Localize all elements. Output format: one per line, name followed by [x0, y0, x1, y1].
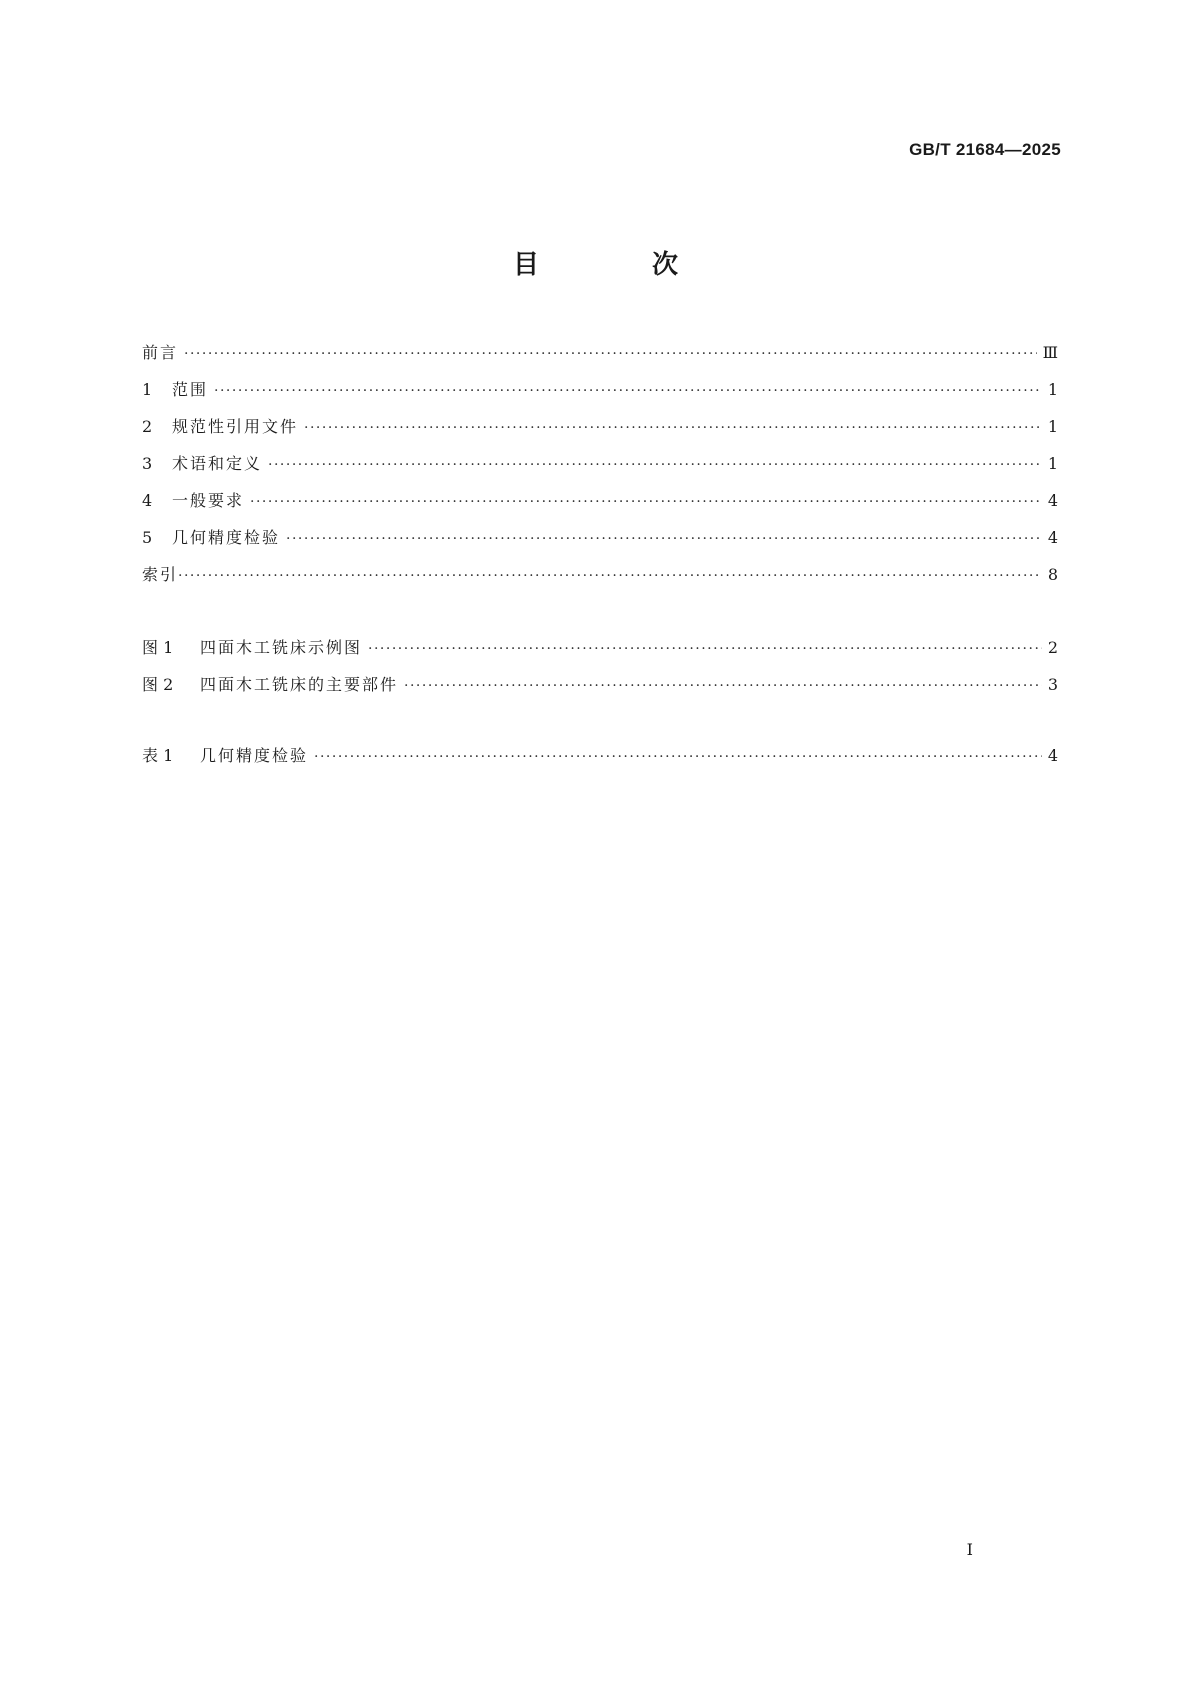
- toc-leader-dots: [286, 527, 1042, 551]
- toc-entry-scope[interactable]: [142, 378, 1058, 402]
- toc-entry-figure-2[interactable]: [142, 673, 1058, 697]
- toc-leader-dots: [368, 637, 1042, 661]
- toc-entry-number: 2: [142, 417, 153, 436]
- standard-code: GB/T 21684—2025: [909, 140, 1061, 159]
- toc-entry-number: 4: [142, 491, 153, 510]
- toc-entry-table-1[interactable]: [142, 744, 1058, 768]
- toc-entry-label: 四面木工铣床的主要部件: [200, 675, 399, 694]
- toc-entry-label: 四面木工铣床示例图: [200, 638, 363, 657]
- toc-entry-label: 术语和定义: [172, 454, 263, 473]
- toc-entry-page: 1: [1047, 417, 1058, 436]
- toc-entry-number: 图 2: [142, 675, 174, 694]
- toc-entry-page: 1: [1047, 380, 1058, 399]
- toc-entry-number: 表 1: [142, 746, 174, 765]
- toc-entry-page: 3: [1047, 675, 1058, 694]
- toc-entry-label: 索引: [142, 565, 179, 584]
- toc-entry-terms-definitions[interactable]: [142, 452, 1058, 476]
- toc-entry-label: 几何精度检验: [200, 746, 309, 765]
- toc-entry-page: Ⅲ: [1042, 343, 1058, 362]
- toc-leader-dots: [250, 490, 1042, 514]
- toc-leader-dots: [304, 416, 1042, 440]
- toc-entry-label: 前言: [142, 343, 179, 362]
- toc-entry-page: 4: [1047, 528, 1058, 547]
- toc-leader-dots: [214, 379, 1042, 403]
- page-title: 目 次: [512, 250, 731, 280]
- toc-entry-number: 1: [142, 380, 153, 399]
- toc-entry-number: 5: [142, 528, 153, 547]
- toc-entry-index[interactable]: [142, 563, 1058, 587]
- toc-leader-dots: [268, 453, 1042, 477]
- toc-leader-dots: [178, 564, 1042, 588]
- page-number: Ⅰ: [966, 1540, 973, 1559]
- toc-entry-label: 一般要求: [172, 491, 245, 510]
- toc-entry-page: 8: [1047, 565, 1058, 584]
- toc-entry-page: 4: [1047, 746, 1058, 765]
- toc-leader-dots: [314, 745, 1042, 769]
- toc-entry-page: 1: [1047, 454, 1058, 473]
- toc-leader-dots: [404, 674, 1042, 698]
- toc-entry-geometric-accuracy[interactable]: [142, 526, 1058, 550]
- toc-entry-number: 图 1: [142, 638, 174, 657]
- toc-entry-figure-1[interactable]: [142, 636, 1058, 660]
- toc-entry-label: 几何精度检验: [172, 528, 281, 547]
- toc-entry-number: 3: [142, 454, 153, 473]
- toc-leader-dots: [184, 342, 1037, 366]
- toc-entry-general-requirements[interactable]: [142, 489, 1058, 513]
- toc-entry-page: 4: [1047, 491, 1058, 510]
- toc-entry-normative-references[interactable]: [142, 415, 1058, 439]
- toc-entry-page: 2: [1047, 638, 1058, 657]
- toc-entry-label: 规范性引用文件: [172, 417, 299, 436]
- toc-entry-label: 范围: [172, 380, 209, 399]
- toc-entry-foreword[interactable]: [142, 341, 1058, 365]
